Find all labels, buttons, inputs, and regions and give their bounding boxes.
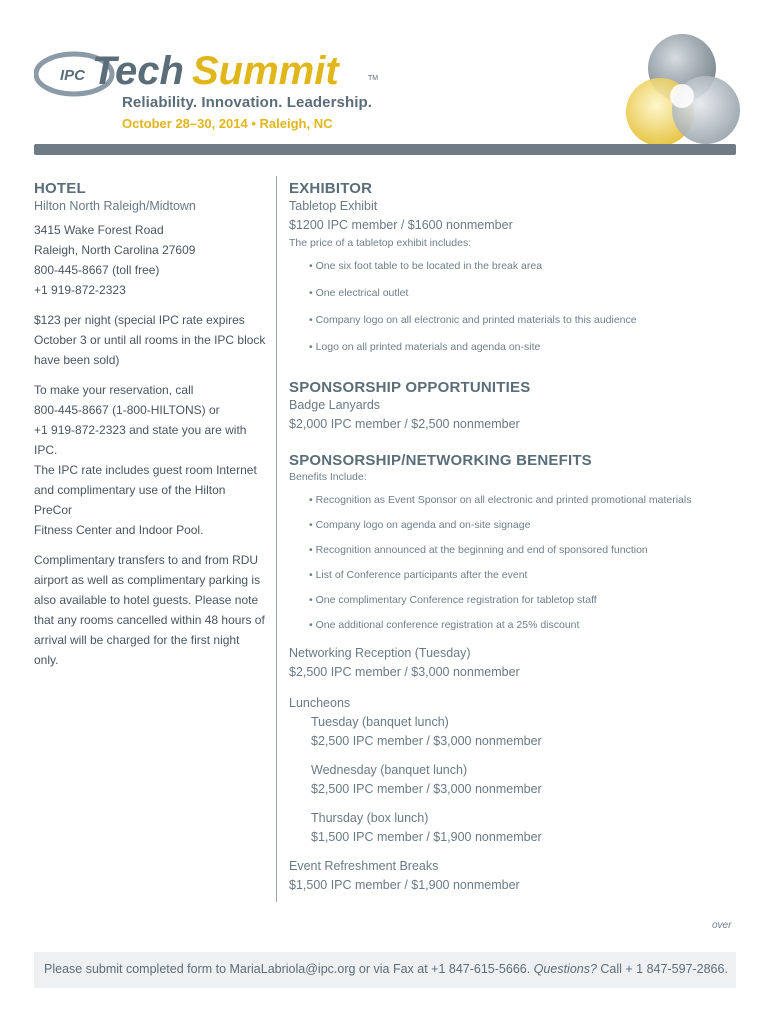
luncheon-thursday-title: Thursday (box lunch)	[311, 811, 429, 825]
list-item: • One six foot table to be located in the break area	[309, 260, 543, 272]
list-item: • Company logo on all electronic and printed materials to this audience	[309, 314, 637, 326]
breaks-price: $1,500 IPC member / $1,900 nonmember	[289, 878, 520, 892]
logo-summit-text: Summit	[192, 49, 339, 93]
header	[0, 0, 770, 160]
footer	[34, 952, 736, 988]
sponsorship-price: $2,000 IPC member / $2,500 nonmember	[289, 417, 520, 431]
hotel-complimentary-4: that any rooms cancelled within 48 hours of	[34, 613, 265, 627]
exhibitor-price: $1200 IPC member / $1600 nonmember	[289, 218, 513, 232]
hotel-complimentary-1: Complimentary transfers to and from RDU	[34, 553, 259, 567]
luncheon-tuesday-price: $2,500 IPC member / $3,000 nonmember	[311, 734, 542, 748]
reception-title: Networking Reception (Tuesday)	[289, 646, 471, 660]
breaks-title: Event Refreshment Breaks	[289, 859, 439, 873]
list-item: • Recognition as Event Sponsor on all electronic and printed promotional materials	[309, 494, 692, 506]
exhibitor-title: EXHIBITOR	[289, 180, 373, 197]
list-item: • One additional conference registration at a 25% discount	[309, 619, 580, 631]
hotel-reservation-5: and complimentary use of the Hilton PreCor	[34, 483, 226, 517]
list-item: • Company logo on agenda and on-site signage	[309, 519, 531, 531]
sponsorship-subtitle: Badge Lanyards	[289, 398, 381, 412]
luncheon-wednesday-price: $2,500 IPC member / $3,000 nonmember	[311, 782, 542, 796]
list-item: • One electrical outlet	[309, 287, 409, 299]
hotel-complimentary-5: arrival will be charged for the first night only.	[34, 633, 240, 667]
luncheon-wednesday-title: Wednesday (banquet lunch)	[311, 763, 468, 777]
logo-ipc-text: IPC	[60, 67, 86, 84]
footer-questions: Questions?	[533, 962, 597, 976]
list-item: • Logo on all printed materials and agenda on-site	[309, 341, 541, 353]
luncheon-tuesday-title: Tuesday (banquet lunch)	[311, 715, 449, 729]
header-rule	[34, 144, 736, 155]
hotel-phone-1: 800-445-8667 (toll free)	[34, 263, 160, 277]
hotel-address-2: Raleigh, North Carolina 27609	[34, 243, 196, 257]
hotel-name: Hilton North Raleigh/Midtown	[34, 199, 196, 213]
event-dates: October 28–30, 2014 • Raleigh, NC	[122, 116, 333, 131]
hotel-rate-2: October 3 or until all rooms in the IPC block	[34, 333, 266, 347]
hotel-reservation-4: The IPC rate includes guest room Internet	[34, 463, 257, 477]
hotel-rate-3: have been sold)	[34, 353, 120, 367]
benefits-title: SPONSORSHIP/NETWORKING BENEFITS	[289, 452, 592, 469]
hotel-reservation-3: +1 919-872-2323 and state you are with IPC.	[34, 423, 247, 457]
list-item: • List of Conference participants after the event	[309, 569, 528, 581]
sponsorship-title: SPONSORSHIP OPPORTUNITIES	[289, 379, 531, 396]
circles-graphic	[622, 32, 742, 150]
hotel-rate-1: $123 per night (special IPC rate expires	[34, 313, 245, 327]
hotel-title: HOTEL	[34, 180, 86, 197]
reception-price: $2,500 IPC member / $3,000 nonmember	[289, 665, 520, 679]
footer-call-text: Call + 1 847-597-2866.	[596, 962, 728, 976]
tagline: Reliability. Innovation. Leadership.	[122, 94, 373, 111]
luncheon-thursday-price: $1,500 IPC member / $1,900 nonmember	[311, 830, 542, 844]
ipc-techsummit-logo	[34, 42, 394, 102]
hotel-reservation-1: To make your reservation, call	[34, 383, 194, 397]
hotel-complimentary-3: also available to hotel guests. Please note	[34, 593, 259, 607]
column-divider	[276, 176, 277, 902]
list-item: • One complimentary Conference registration for tabletop staff	[309, 594, 597, 606]
hotel-complimentary-2: airport as well as complimentary parking is	[34, 573, 261, 587]
right-column	[289, 180, 729, 895]
luncheons-title: Luncheons	[289, 696, 351, 710]
hotel-reservation-2: 800-445-8667 (1-800-HILTONS) or	[34, 403, 220, 417]
footer-text	[44, 962, 728, 976]
list-item: • Recognition announced at the beginning and end of sponsored function	[309, 544, 648, 556]
hotel-reservation-6: Fitness Center and Indoor Pool.	[34, 523, 204, 537]
hotel-phone-2: +1 919-872-2323	[34, 283, 126, 297]
exhibitor-intro: The price of a tabletop exhibit includes:	[289, 237, 472, 249]
footer-submit-text: Please submit completed form to MariaLabriola@ipc.org or via Fax at +1 847-615-5666.	[44, 962, 534, 976]
benefits-intro: Benefits Include:	[289, 471, 367, 483]
hotel-column	[34, 180, 266, 670]
over-note: over	[712, 920, 732, 931]
hotel-address-1: 3415 Wake Forest Road	[34, 223, 164, 237]
logo-tm-text: TM	[368, 75, 379, 82]
logo-tech-text: Tech	[92, 49, 184, 93]
exhibitor-subtitle: Tabletop Exhibit	[289, 199, 378, 213]
